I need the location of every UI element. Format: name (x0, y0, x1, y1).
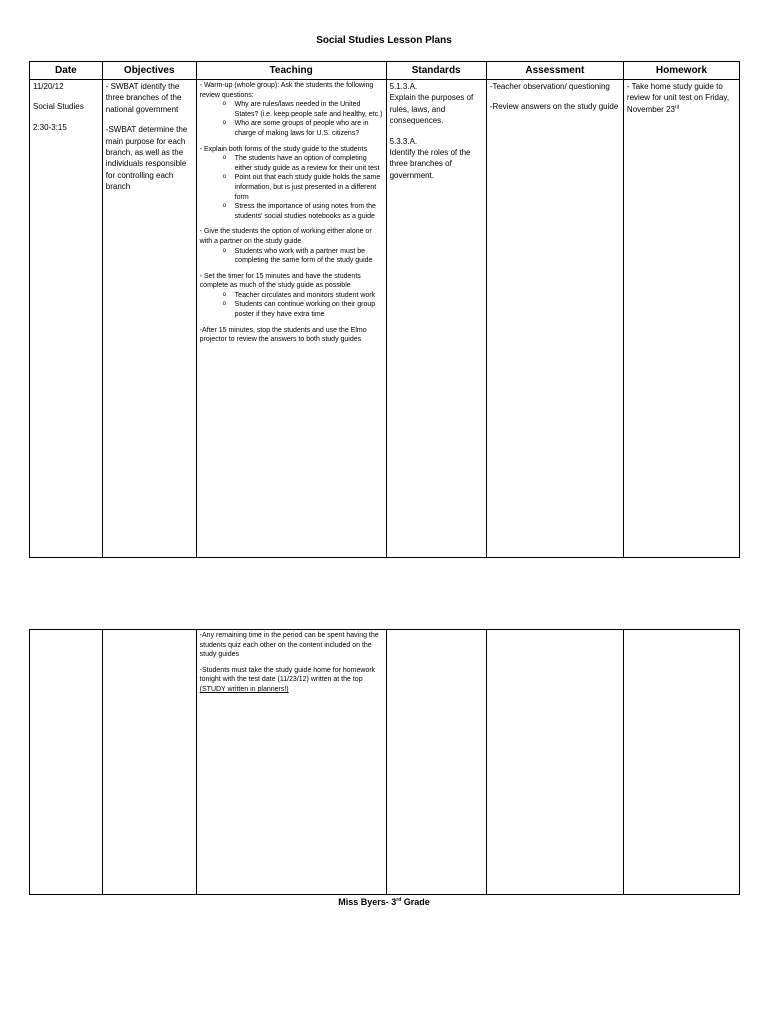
list-item: o Teacher circulates and monitors student work (235, 291, 383, 301)
document-title: Social Studies Lesson Plans (316, 35, 452, 46)
footer-teacher: Miss Byers- 3 (338, 897, 397, 907)
footer-sup: rd (396, 897, 402, 903)
teaching-remaining: -Any remaining time in the period can be spent having the students quiz each other on the content included on the study guides (199, 632, 379, 659)
explain-list (200, 154, 383, 221)
assessment-item: -Review answers on the study guide (489, 102, 619, 112)
footer-grade: Grade (401, 897, 430, 907)
standard-text: Identify the roles of the three branches of (389, 148, 471, 169)
date-cell (30, 630, 103, 895)
teaching-explain: - Explain both forms of the study guide to the students (199, 145, 367, 153)
planner-reminder: (STUDY written in planners!) (199, 685, 289, 693)
header-homework: Homework (623, 62, 739, 80)
list-item: o Students who work with a partner must be completing the same form of the study guide (235, 247, 383, 266)
teaching-cell (196, 630, 386, 895)
homework-text (627, 81, 736, 115)
table-header-row (30, 62, 740, 80)
header-objectives: Objectives (102, 62, 196, 80)
header-date: Date (30, 62, 103, 80)
option-list (200, 247, 383, 266)
list-item: o Who are some groups of people who are in charge of making laws for U.S. citizens? (235, 119, 383, 138)
list-item: o The students have an option of completing either study guide as a review for their unit test (235, 154, 383, 173)
homework-main: - Take home study guide to review for unit test on Friday, November 23 (626, 82, 730, 114)
warmup-list (200, 100, 383, 138)
standard-text: Explain the purposes of rules, laws, and consequences. (389, 93, 474, 126)
header-teaching: Teaching (196, 62, 386, 80)
assessment-cell (486, 630, 623, 895)
teaching-option: - Give the students the option of working either alone or with a partner on the study guide (199, 228, 372, 245)
assessment-item: -Teacher observation/ questioning (489, 82, 610, 91)
teaching-cell (196, 80, 386, 558)
objective-item: -SWBAT determine the main purpose for each branch, as well as the individuals responsible for controlling each branch (105, 125, 188, 192)
teaching-warmup: - Warm-up (whole group): Ask the students the following review questions: (199, 82, 374, 99)
page-footer (0, 897, 768, 907)
teaching-homework-note (200, 666, 383, 695)
standard-code: 5.1.3.A. (389, 82, 418, 91)
lesson-plan-table-continued (29, 629, 740, 895)
teaching-after: -After 15 minutes, stop the students and use the Elmo projector to review the answers to both study guides (199, 326, 367, 344)
table-row (30, 80, 740, 558)
table-row (30, 630, 740, 895)
header-standards: Standards (386, 62, 486, 80)
date-cell (30, 80, 103, 558)
standard-code: 5.3.3.A. (389, 136, 418, 146)
list-item: o Why are rules/laws needed in the United States? (i.e. keep people safe and healthy, etc.) (235, 100, 383, 119)
objective-item: - SWBAT identify the three branches of the national government (105, 82, 182, 114)
lesson-date: 11/20/12 (33, 82, 64, 91)
list-item: o Stress the importance of using notes from the students' social studies notebooks as a guide (235, 202, 383, 221)
homework-cell (623, 630, 739, 895)
list-item: o Students can continue working on their group poster if they have extra time (235, 300, 383, 319)
lesson-subject: Social Studies (33, 102, 84, 112)
standard-text-tail: government. (389, 170, 435, 180)
header-assessment: Assessment (486, 62, 623, 80)
lesson-time: 2:30-3:15 (33, 122, 67, 132)
objectives-cell (102, 630, 196, 895)
teaching-homework-text: -Students must take the study guide home for homework tonight with the test date (11/23/12) written at the top (199, 666, 376, 684)
homework-cell (623, 80, 739, 558)
standards-cell (386, 630, 486, 895)
homework-sup: rd (674, 104, 680, 111)
timer-list (200, 291, 383, 320)
objectives-cell (102, 80, 196, 558)
teaching-timer: - Set the timer for 15 minutes and have the students complete as much of the study guide as possible (199, 272, 361, 290)
assessment-cell (486, 80, 623, 558)
lesson-plan-table (29, 61, 740, 558)
list-item: o Point out that each study guide holds the same information, but is just presented in a different form (235, 173, 383, 202)
standards-cell (386, 80, 486, 558)
